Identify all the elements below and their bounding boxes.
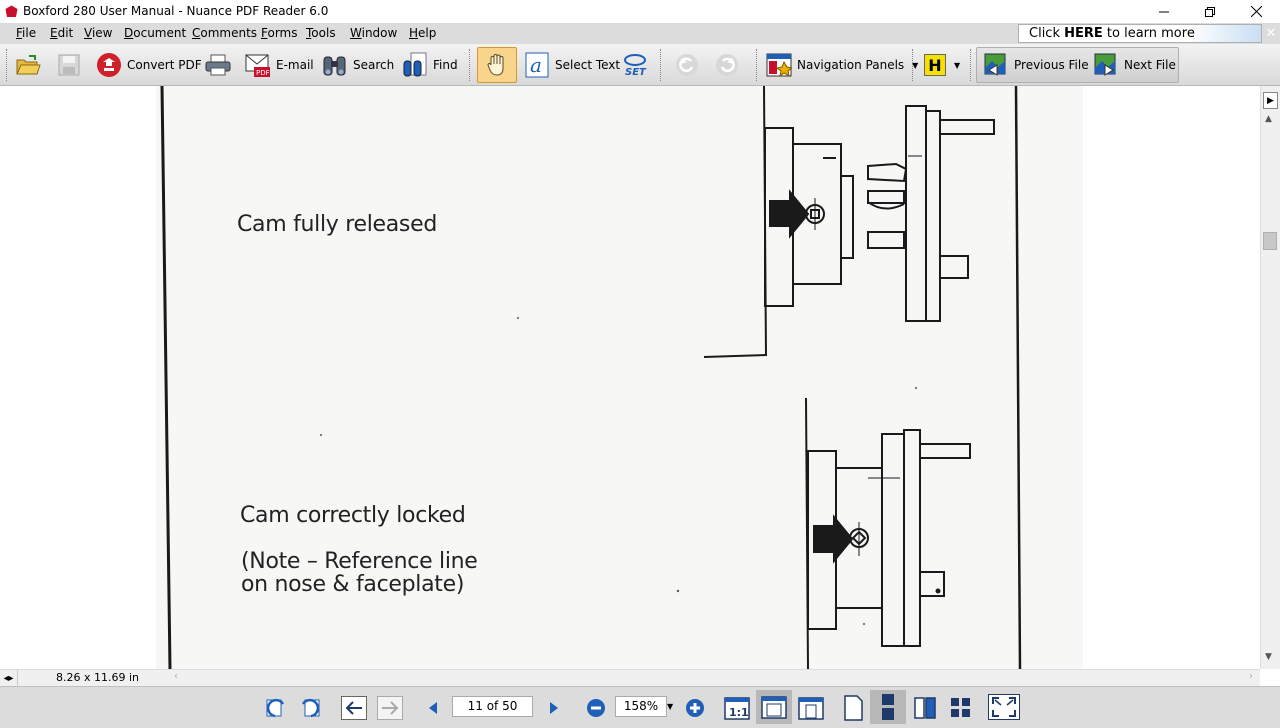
menu-comments[interactable]: Comments	[192, 26, 258, 40]
select-text-button[interactable]: a Select Text	[524, 47, 620, 83]
nuance-app-icon	[5, 5, 18, 18]
restore-button[interactable]	[1187, 0, 1233, 23]
window-title: Boxford 280 User Manual - Nuance PDF Reader 6.0	[23, 4, 329, 18]
dropdown-arrow-icon[interactable]: ▼	[912, 60, 919, 70]
caption-cam-locked: Cam correctly locked	[240, 503, 466, 528]
convert-pdf-button[interactable]: Convert PDF	[96, 47, 202, 83]
menu-view[interactable]: View	[84, 26, 113, 40]
triangle-left-icon	[428, 701, 438, 715]
here-link[interactable]: HERE	[1064, 26, 1103, 41]
previous-view-icon	[263, 696, 287, 720]
highlight-h-icon: H	[924, 54, 946, 76]
go-back-button[interactable]	[341, 696, 367, 720]
zoom-dropdown-arrow-icon[interactable]: ▼	[667, 702, 674, 711]
toolbar-grip[interactable]	[6, 49, 8, 81]
toolbar-separator	[970, 49, 972, 81]
save-button[interactable]	[56, 47, 87, 83]
menu-window[interactable]: Window	[350, 26, 398, 40]
next-view-icon	[299, 696, 323, 720]
menu-edit[interactable]: Edit	[50, 26, 74, 40]
open-button[interactable]	[15, 47, 46, 83]
find-button[interactable]: Find	[402, 47, 458, 83]
set-icon	[622, 52, 648, 78]
title-bar	[0, 0, 1280, 23]
banner-close-icon[interactable]: ✕	[1265, 26, 1277, 41]
next-page-button[interactable]	[545, 694, 563, 722]
highlight-button[interactable]	[924, 47, 960, 83]
full-screen-button[interactable]	[988, 694, 1020, 720]
hand-tool-button[interactable]	[477, 47, 517, 83]
rotate-right-button[interactable]	[714, 47, 745, 83]
close-window-button[interactable]	[1233, 0, 1279, 23]
open-folder-icon	[15, 52, 41, 78]
vertical-scroll-thumb[interactable]	[1263, 232, 1277, 250]
fit-width-icon	[798, 695, 824, 721]
rotate-left-button[interactable]	[674, 47, 705, 83]
toolbar-separator	[912, 49, 914, 81]
select-text-icon	[524, 52, 550, 78]
zoom-in-button[interactable]	[684, 694, 706, 722]
actual-size-icon	[724, 695, 750, 721]
toolbar-separator	[469, 49, 471, 81]
continuous-pages-icon	[878, 693, 898, 721]
svg-text:1:1: 1:1	[729, 706, 749, 719]
status-bar	[0, 686, 1280, 728]
minimize-button[interactable]	[1141, 0, 1187, 23]
pdf-page[interactable]	[156, 86, 1083, 669]
back-arrow-icon	[345, 700, 363, 716]
fit-page-button[interactable]	[756, 690, 792, 724]
go-forward-button[interactable]	[377, 696, 403, 720]
single-page-icon	[843, 695, 863, 721]
forward-arrow-icon	[381, 700, 399, 716]
previous-file-icon	[983, 52, 1009, 78]
zoom-out-button[interactable]	[585, 694, 607, 722]
binoculars-icon	[322, 52, 348, 78]
menu-tools[interactable]: Tools	[306, 26, 336, 40]
menu-forms[interactable]: Forms	[261, 26, 298, 40]
zoom-out-icon	[586, 698, 606, 718]
print-button[interactable]	[205, 47, 236, 83]
rotate-left-icon	[674, 52, 700, 78]
restore-icon	[1205, 7, 1215, 17]
scroll-up-arrow-icon[interactable]: ▲	[1265, 114, 1272, 124]
facing-pages-icon	[914, 696, 936, 720]
fit-page-icon	[761, 694, 787, 720]
svg-text:SET: SET	[625, 67, 646, 78]
minimize-icon	[1159, 7, 1169, 17]
page-number-input[interactable]: 11 of 50	[452, 696, 533, 717]
learn-more-banner[interactable]: Click HERE to learn more	[1018, 24, 1262, 43]
email-envelope-icon	[245, 52, 271, 78]
zoom-level-input[interactable]: 158%	[615, 696, 667, 717]
close-icon	[1251, 6, 1262, 17]
facing-button[interactable]	[912, 694, 938, 722]
vertical-scrollbar[interactable]	[1260, 86, 1280, 669]
next-file-icon	[1093, 52, 1119, 78]
page-size-label: 8.26 x 11.69 in	[56, 671, 140, 684]
previous-view-button[interactable]	[262, 694, 288, 722]
set-button[interactable]	[622, 47, 653, 83]
continuous-facing-button[interactable]	[947, 694, 975, 722]
email-button[interactable]: PDF E-mail	[245, 47, 314, 83]
resize-handle-icon[interactable]: ◂▸	[0, 670, 18, 686]
toolbar-separator	[756, 49, 758, 81]
continuous-facing-icon	[949, 696, 973, 720]
single-page-button[interactable]	[840, 694, 866, 722]
previous-page-button[interactable]	[424, 694, 442, 722]
navigation-panels-button[interactable]: Navigation Panels ▼	[766, 47, 918, 83]
caption-note-line1: (Note – Reference line	[241, 549, 478, 574]
continuous-button[interactable]	[870, 690, 906, 724]
horizontal-scrollbar[interactable]	[0, 669, 1260, 686]
zoom-in-icon	[685, 698, 705, 718]
find-binoculars-page-icon	[402, 52, 428, 78]
full-screen-icon	[992, 697, 1016, 717]
caption-note-line2: on nose & faceplate)	[241, 572, 465, 597]
panel-expand-arrow-icon[interactable]: ▶	[1263, 92, 1278, 109]
next-file-button[interactable]: Next File	[1093, 47, 1176, 83]
menu-help[interactable]: Help	[409, 26, 437, 40]
toolbar-separator	[660, 49, 662, 81]
save-disk-icon	[56, 52, 82, 78]
triangle-right-icon	[549, 701, 559, 715]
scroll-down-arrow-icon[interactable]: ▼	[1265, 652, 1272, 662]
scroll-right-arrow-icon[interactable]: ›	[1249, 671, 1253, 682]
main-toolbar	[0, 44, 1280, 86]
menu-document[interactable]: Document	[124, 26, 187, 40]
caption-cam-released: Cam fully released	[237, 212, 437, 237]
scroll-left-arrow-icon[interactable]: ‹	[174, 671, 178, 682]
hand-icon	[484, 52, 510, 78]
menu-file[interactable]: File	[16, 26, 37, 40]
dropdown-arrow-icon[interactable]: ▼	[954, 60, 961, 70]
rotate-right-icon	[714, 52, 740, 78]
search-button[interactable]: Search	[322, 47, 394, 83]
previous-file-button[interactable]: Previous File	[983, 47, 1089, 83]
fit-width-button[interactable]	[796, 694, 826, 722]
navigation-panels-icon	[766, 52, 792, 78]
svg-text:a: a	[530, 53, 542, 77]
next-view-button[interactable]	[298, 694, 324, 722]
convert-pdf-icon	[96, 52, 122, 78]
printer-icon	[205, 52, 231, 78]
document-viewport[interactable]	[0, 86, 1260, 669]
actual-size-button[interactable]	[722, 694, 752, 722]
svg-text:PDF: PDF	[256, 69, 270, 77]
